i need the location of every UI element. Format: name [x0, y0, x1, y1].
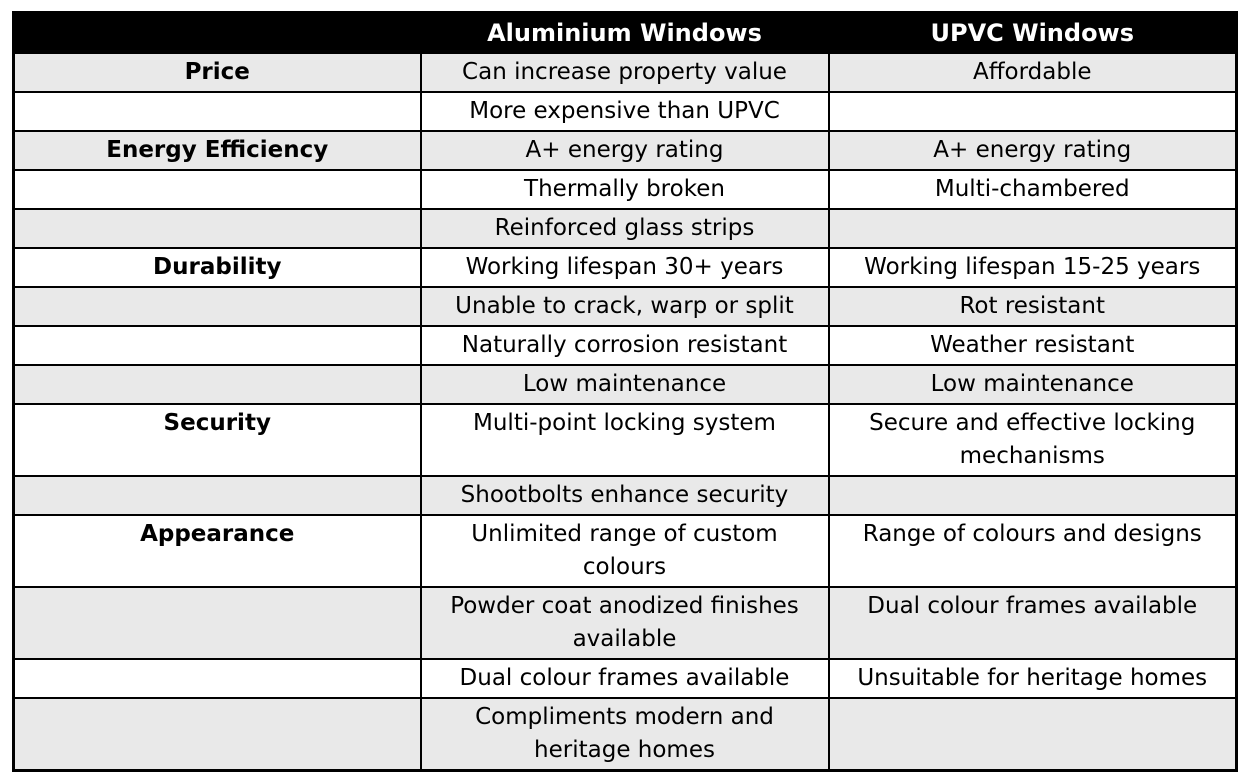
upvc-cell: Rot resistant — [829, 287, 1237, 326]
header-row — [14, 13, 1237, 54]
upvc-cell: Low maintenance — [829, 365, 1237, 404]
upvc-cell — [829, 698, 1237, 771]
upvc-cell: Range of colours and designs — [829, 515, 1237, 587]
aluminium-cell: Compliments modern and heritage homes — [421, 698, 829, 771]
aluminium-cell: Can increase property value — [421, 53, 829, 92]
upvc-cell: Affordable — [829, 53, 1237, 92]
table-row — [14, 131, 1237, 170]
upvc-cell: Working lifespan 15-25 years — [829, 248, 1237, 287]
category-cell — [14, 92, 421, 131]
table-row — [14, 698, 1237, 771]
table-row — [14, 209, 1237, 248]
aluminium-cell: Low maintenance — [421, 365, 829, 404]
aluminium-cell: Naturally corrosion resistant — [421, 326, 829, 365]
table-row — [14, 92, 1237, 131]
aluminium-cell: Powder coat anodized finishes available — [421, 587, 829, 659]
category-cell — [14, 587, 421, 659]
table-row — [14, 365, 1237, 404]
upvc-cell: Unsuitable for heritage homes — [829, 659, 1237, 698]
category-cell: Durability — [14, 248, 421, 287]
upvc-cell: Dual colour frames available — [829, 587, 1237, 659]
header-cell-upvc: UPVC Windows — [829, 13, 1237, 54]
table-row — [14, 170, 1237, 209]
category-cell — [14, 326, 421, 365]
aluminium-cell: Working lifespan 30+ years — [421, 248, 829, 287]
table-row — [14, 326, 1237, 365]
aluminium-cell: Dual colour frames available — [421, 659, 829, 698]
upvc-cell — [829, 92, 1237, 131]
upvc-cell: Multi-chambered — [829, 170, 1237, 209]
category-cell — [14, 476, 421, 515]
aluminium-cell: Multi-point locking system — [421, 404, 829, 476]
aluminium-cell: Shootbolts enhance security — [421, 476, 829, 515]
category-cell — [14, 170, 421, 209]
table-row — [14, 53, 1237, 92]
upvc-cell — [829, 209, 1237, 248]
upvc-cell: A+ energy rating — [829, 131, 1237, 170]
category-cell — [14, 209, 421, 248]
header-cell-category — [14, 13, 421, 54]
aluminium-cell: Unable to crack, warp or split — [421, 287, 829, 326]
table-row — [14, 404, 1237, 476]
category-cell — [14, 365, 421, 404]
category-cell: Energy Efficiency — [14, 131, 421, 170]
table-row — [14, 515, 1237, 587]
table-row — [14, 659, 1237, 698]
aluminium-cell: More expensive than UPVC — [421, 92, 829, 131]
aluminium-cell: Reinforced glass strips — [421, 209, 829, 248]
aluminium-cell: Unlimited range of custom colours — [421, 515, 829, 587]
upvc-cell — [829, 476, 1237, 515]
table-row — [14, 248, 1237, 287]
aluminium-cell: Thermally broken — [421, 170, 829, 209]
table-row — [14, 476, 1237, 515]
table-row — [14, 587, 1237, 659]
aluminium-cell: A+ energy rating — [421, 131, 829, 170]
category-cell: Price — [14, 53, 421, 92]
upvc-cell: Weather resistant — [829, 326, 1237, 365]
header-cell-aluminium: Aluminium Windows — [421, 13, 829, 54]
category-cell: Security — [14, 404, 421, 476]
table-row — [14, 287, 1237, 326]
category-cell — [14, 659, 421, 698]
category-cell: Appearance — [14, 515, 421, 587]
category-cell — [14, 287, 421, 326]
comparison-table — [12, 11, 1238, 772]
upvc-cell: Secure and effective locking mechanisms — [829, 404, 1237, 476]
category-cell — [14, 698, 421, 771]
